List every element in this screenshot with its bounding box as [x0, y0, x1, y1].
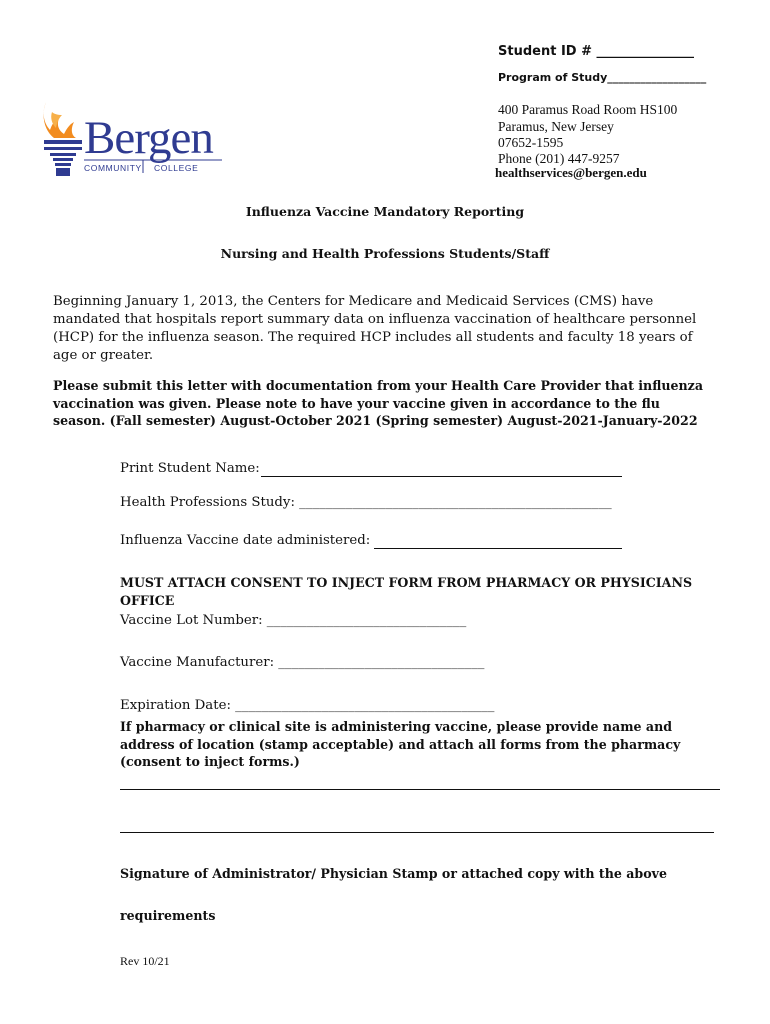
student-name-label: Print Student Name:	[120, 461, 260, 476]
logo-community-text: COMMUNITY	[84, 163, 142, 173]
revision-label: Rev 10/21	[120, 954, 170, 968]
pharmacy-location-line-2[interactable]	[120, 832, 714, 833]
torch-flame-icon	[44, 102, 76, 138]
health-professions-study-field[interactable]: Health Professions Study: _______________________________________________	[120, 495, 612, 510]
address-line-3: 07652-1595	[498, 135, 564, 150]
address-line-1: 400 Paramus Road Room HS100	[498, 102, 678, 117]
vaccine-lot-number-field[interactable]: Vaccine Lot Number: ______________________________	[120, 613, 467, 628]
address-line-2: Paramus, New Jersey	[498, 119, 614, 134]
signature-instruction-continued: requirements	[120, 908, 216, 923]
program-of-study-label: Program of Study__________________	[498, 71, 707, 84]
email-address: healthservices@bergen.edu	[495, 165, 647, 180]
form-subtitle: Nursing and Health Professions Students/Staff	[220, 246, 550, 261]
signature-instruction: Signature of Administrator/ Physician Stamp or attached copy with the above	[120, 866, 667, 881]
expiration-date-field[interactable]: Expiration Date: _______________________________________	[120, 698, 495, 713]
vaccine-date-line[interactable]	[374, 548, 622, 549]
vaccine-manufacturer-field[interactable]: Vaccine Manufacturer: _______________________________	[120, 655, 485, 670]
student-id-label: Student ID # _______________	[498, 44, 695, 59]
student-name-line[interactable]	[261, 476, 622, 477]
vaccine-date-label: Influenza Vaccine date administered:	[120, 533, 371, 548]
pharmacy-notice: If pharmacy or clinical site is administering vaccine, please provide name and address of location (stamp acceptable) and attach all forms from the pharmacy (consent to inject forms.)	[120, 719, 681, 769]
instruction-paragraph: Please submit this letter with documentation from your Health Care Provider that influenza vaccination was given. Please note to have your vaccine given in accordance to the flu season. (Fall semester) August-October 2021 (Spring semester) August-2021-January-2022	[53, 378, 703, 428]
pharmacy-location-line-1[interactable]	[120, 789, 720, 790]
logo-wordmark: Bergen	[84, 112, 213, 164]
bergen-college-logo	[40, 98, 225, 180]
intro-paragraph: Beginning January 1, 2013, the Centers for Medicare and Medicaid Services (CMS) have mandated that hospitals report summary data on influenza vaccination of healthcare personnel (HCP) for the influenza season. The required HCP includes all students and faculty 18 years of age or greater.	[53, 294, 697, 363]
logo-college-text: COLLEGE	[154, 163, 199, 173]
torch-column-icon	[44, 140, 82, 176]
form-title: Influenza Vaccine Mandatory Reporting	[245, 204, 525, 219]
phone-number: Phone (201) 447-9257	[498, 151, 620, 166]
consent-notice: MUST ATTACH CONSENT TO INJECT FORM FROM PHARMACY OR PHYSICIANS OFFICE	[120, 575, 693, 608]
